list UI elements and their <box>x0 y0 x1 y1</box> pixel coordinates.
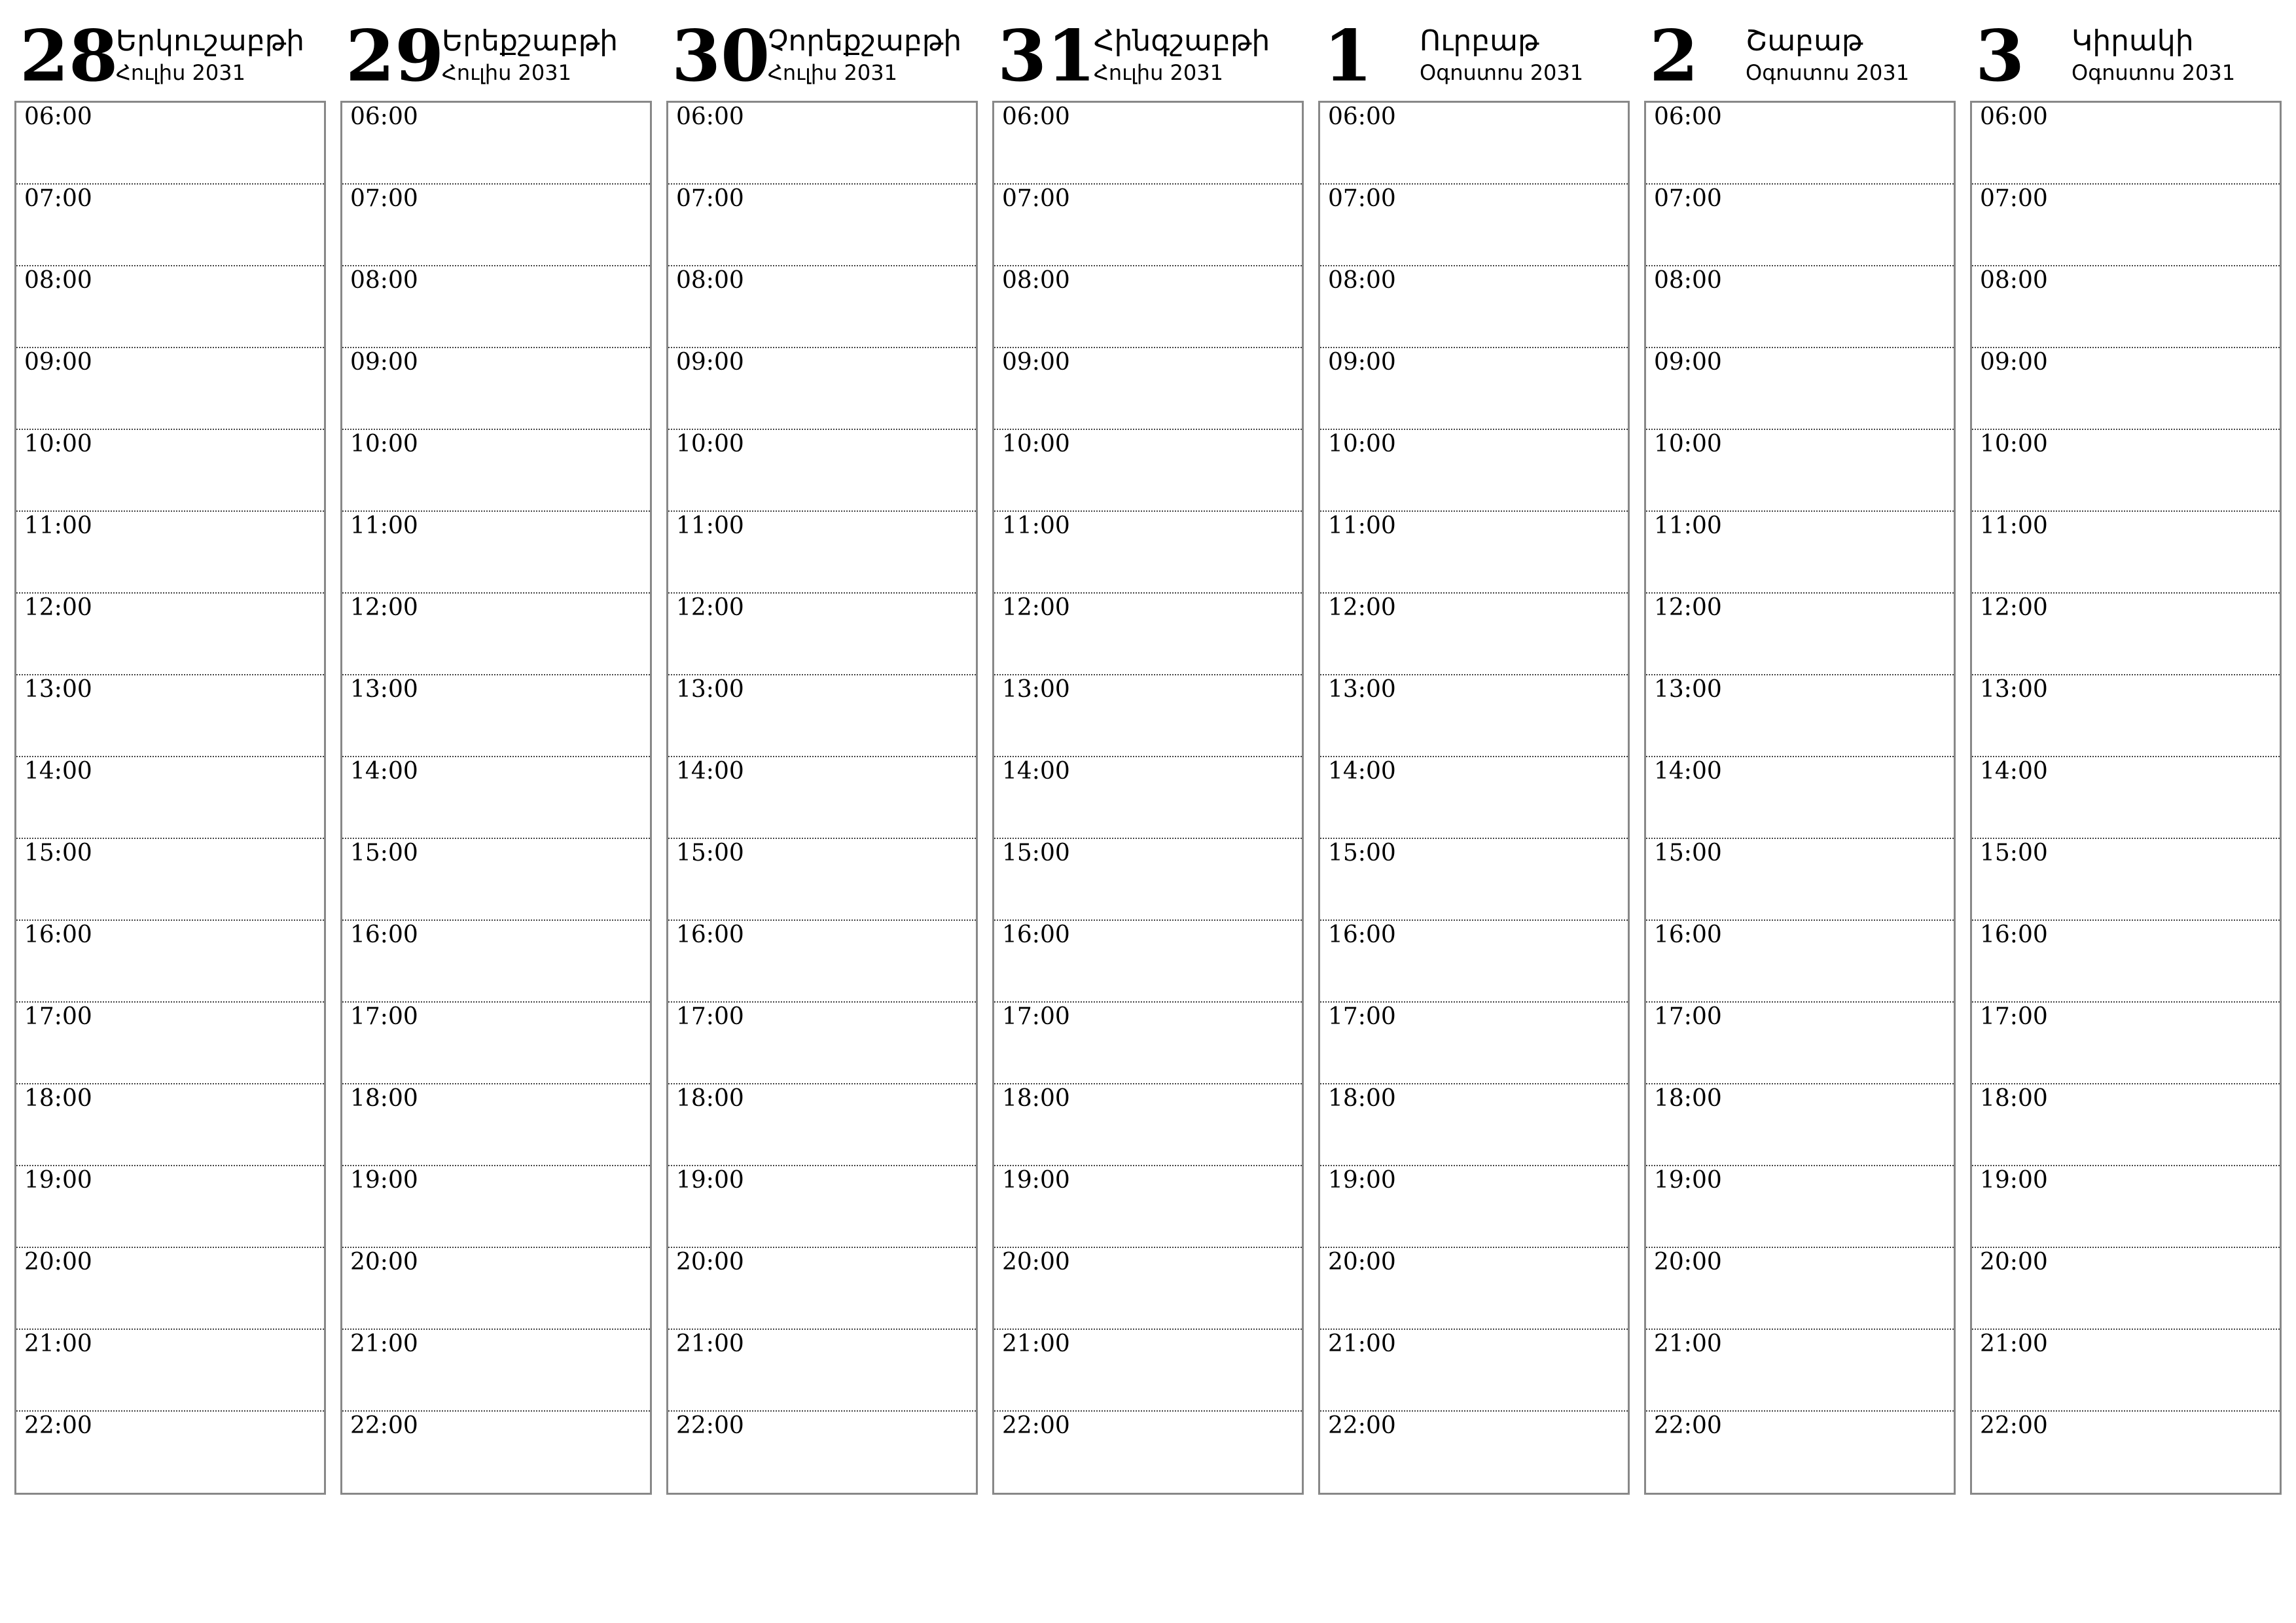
time-slot[interactable] <box>1972 430 2280 512</box>
time-label: 16:00 <box>1002 921 1070 948</box>
day-header <box>1644 0 1956 99</box>
month-year: Հուլիս 2031 <box>116 60 245 85</box>
time-label: 11:00 <box>350 512 418 539</box>
time-slot[interactable] <box>994 839 1302 921</box>
time-label: 06:00 <box>350 103 418 130</box>
time-label: 17:00 <box>1980 1003 2048 1030</box>
time-label: 12:00 <box>676 594 744 621</box>
time-slot[interactable] <box>994 512 1302 594</box>
time-label: 06:00 <box>1654 103 1722 130</box>
time-slot[interactable] <box>1646 1166 1954 1248</box>
time-slot[interactable] <box>342 103 650 185</box>
time-label: 22:00 <box>1654 1412 1722 1439</box>
time-label: 16:00 <box>676 921 744 948</box>
time-label: 15:00 <box>676 840 744 866</box>
time-slot[interactable] <box>1320 185 1628 266</box>
time-slot[interactable] <box>994 1084 1302 1166</box>
time-slot[interactable] <box>1646 921 1954 1003</box>
time-slot[interactable] <box>1320 430 1628 512</box>
time-label: 15:00 <box>1002 840 1070 866</box>
time-label: 09:00 <box>1654 349 1722 376</box>
time-slot[interactable] <box>1320 1330 1628 1412</box>
time-label: 08:00 <box>24 267 92 294</box>
day-column <box>992 0 1304 1439</box>
time-label: 13:00 <box>1654 676 1722 703</box>
day-header <box>1318 0 1630 99</box>
time-label: 06:00 <box>24 103 92 130</box>
time-slot[interactable] <box>668 430 976 512</box>
time-slot[interactable] <box>1320 266 1628 348</box>
time-label: 19:00 <box>24 1167 92 1194</box>
time-slot[interactable] <box>994 185 1302 266</box>
time-label: 13:00 <box>1328 676 1396 703</box>
day-number: 1 <box>1323 15 1373 98</box>
time-label: 10:00 <box>1328 431 1396 457</box>
day-schedule-box <box>1644 101 1956 1495</box>
time-label: 20:00 <box>676 1249 744 1275</box>
day-header <box>992 0 1304 99</box>
weekday-name: Չորեքշաբթի <box>768 24 962 58</box>
time-slot[interactable] <box>1646 1330 1954 1412</box>
time-slot[interactable] <box>16 512 324 594</box>
time-label: 07:00 <box>1980 185 2048 212</box>
time-label: 20:00 <box>1002 1249 1070 1275</box>
time-label: 11:00 <box>1002 512 1070 539</box>
time-label: 15:00 <box>1328 840 1396 866</box>
time-label: 07:00 <box>1328 185 1396 212</box>
time-label: 13:00 <box>1980 676 2048 703</box>
time-label: 17:00 <box>676 1003 744 1030</box>
weekday-name: Երկուշաբթի <box>116 24 305 58</box>
time-label: 18:00 <box>1328 1085 1396 1112</box>
time-slot[interactable] <box>994 1166 1302 1248</box>
time-slot[interactable] <box>1320 921 1628 1003</box>
time-slot[interactable] <box>1320 103 1628 185</box>
time-slot[interactable] <box>1320 1412 1628 1493</box>
time-label: 12:00 <box>1980 594 2048 621</box>
time-slot[interactable] <box>342 348 650 430</box>
time-slot[interactable] <box>1646 103 1954 185</box>
time-label: 18:00 <box>1002 1085 1070 1112</box>
time-slot[interactable] <box>1646 1412 1954 1493</box>
day-column <box>14 0 326 1439</box>
time-slot[interactable] <box>16 1003 324 1084</box>
time-label: 14:00 <box>1002 758 1070 785</box>
time-slot[interactable] <box>994 1003 1302 1084</box>
day-schedule-box <box>992 101 1304 1495</box>
time-slot[interactable] <box>668 348 976 430</box>
time-slot[interactable] <box>16 1412 324 1493</box>
time-label: 13:00 <box>676 676 744 703</box>
time-slot[interactable] <box>1972 1166 2280 1248</box>
time-label: 07:00 <box>1002 185 1070 212</box>
time-label: 19:00 <box>350 1167 418 1194</box>
time-slot[interactable] <box>668 1248 976 1330</box>
time-label: 10:00 <box>1654 431 1722 457</box>
time-label: 18:00 <box>350 1085 418 1112</box>
time-label: 15:00 <box>24 840 92 866</box>
time-label: 16:00 <box>1980 921 2048 948</box>
time-slot[interactable] <box>16 1248 324 1330</box>
day-schedule-box <box>666 101 978 1495</box>
time-label: 12:00 <box>1328 594 1396 621</box>
day-schedule-box <box>1318 101 1630 1495</box>
time-label: 16:00 <box>1654 921 1722 948</box>
time-label: 12:00 <box>1002 594 1070 621</box>
day-schedule-box <box>14 101 326 1495</box>
time-slot[interactable] <box>16 757 324 839</box>
time-slot[interactable] <box>1972 839 2280 921</box>
time-slot[interactable] <box>16 1330 324 1412</box>
time-label: 11:00 <box>1328 512 1396 539</box>
time-label: 16:00 <box>24 921 92 948</box>
time-label: 07:00 <box>350 185 418 212</box>
time-label: 09:00 <box>1328 349 1396 376</box>
time-slot[interactable] <box>668 1166 976 1248</box>
weekday-name: Կիրակի <box>2072 24 2194 58</box>
time-slot[interactable] <box>1320 1248 1628 1330</box>
time-slot[interactable] <box>16 594 324 675</box>
time-label: 06:00 <box>676 103 744 130</box>
weekday-name: Շաբաթ <box>1746 24 1863 58</box>
time-slot[interactable] <box>1646 266 1954 348</box>
time-slot[interactable] <box>342 1412 650 1493</box>
time-slot[interactable] <box>1320 1084 1628 1166</box>
day-header <box>1970 0 2282 99</box>
time-label: 12:00 <box>1654 594 1722 621</box>
time-slot[interactable] <box>16 185 324 266</box>
time-label: 17:00 <box>350 1003 418 1030</box>
day-column <box>1644 0 1956 1439</box>
month-year: Հուլիս 2031 <box>768 60 897 85</box>
time-label: 13:00 <box>24 676 92 703</box>
time-slot[interactable] <box>994 1330 1302 1412</box>
day-column <box>1970 0 2282 1439</box>
time-slot[interactable] <box>1972 921 2280 1003</box>
time-slot[interactable] <box>342 512 650 594</box>
weekly-planner <box>14 0 2284 1623</box>
time-label: 18:00 <box>24 1085 92 1112</box>
time-slot[interactable] <box>994 921 1302 1003</box>
time-slot[interactable] <box>668 103 976 185</box>
time-slot[interactable] <box>1320 757 1628 839</box>
time-label: 08:00 <box>676 267 744 294</box>
time-slot[interactable] <box>342 185 650 266</box>
time-label: 15:00 <box>1980 840 2048 866</box>
time-slot[interactable] <box>668 1084 976 1166</box>
day-number: 28 <box>20 15 118 98</box>
time-label: 19:00 <box>1002 1167 1070 1194</box>
time-label: 16:00 <box>350 921 418 948</box>
time-label: 21:00 <box>676 1330 744 1357</box>
time-slot[interactable] <box>994 757 1302 839</box>
time-label: 14:00 <box>1980 758 2048 785</box>
time-slot[interactable] <box>1646 512 1954 594</box>
time-label: 22:00 <box>676 1412 744 1439</box>
time-slot[interactable] <box>1972 103 2280 185</box>
time-slot[interactable] <box>1972 757 2280 839</box>
time-label: 08:00 <box>1002 267 1070 294</box>
time-slot[interactable] <box>342 757 650 839</box>
time-slot[interactable] <box>342 1330 650 1412</box>
time-label: 10:00 <box>24 431 92 457</box>
time-slot[interactable] <box>16 348 324 430</box>
time-label: 10:00 <box>350 431 418 457</box>
time-slot[interactable] <box>1972 1330 2280 1412</box>
time-label: 17:00 <box>1002 1003 1070 1030</box>
time-label: 06:00 <box>1002 103 1070 130</box>
month-year: Հուլիս 2031 <box>442 60 571 85</box>
time-slot[interactable] <box>994 1248 1302 1330</box>
time-label: 12:00 <box>350 594 418 621</box>
day-number: 2 <box>1649 15 1699 98</box>
time-slot[interactable] <box>16 1084 324 1166</box>
time-slot[interactable] <box>342 1248 650 1330</box>
time-slot[interactable] <box>994 103 1302 185</box>
time-label: 20:00 <box>1328 1249 1396 1275</box>
time-slot[interactable] <box>16 839 324 921</box>
time-slot[interactable] <box>342 839 650 921</box>
time-label: 10:00 <box>676 431 744 457</box>
time-slot[interactable] <box>16 921 324 1003</box>
time-label: 22:00 <box>350 1412 418 1439</box>
time-slot[interactable] <box>342 1003 650 1084</box>
time-slot[interactable] <box>994 430 1302 512</box>
day-header <box>14 0 326 99</box>
time-label: 11:00 <box>676 512 744 539</box>
time-slot[interactable] <box>994 675 1302 757</box>
time-label: 19:00 <box>676 1167 744 1194</box>
time-slot[interactable] <box>16 675 324 757</box>
time-slot[interactable] <box>1646 839 1954 921</box>
time-slot[interactable] <box>1646 594 1954 675</box>
time-slot[interactable] <box>668 757 976 839</box>
time-label: 13:00 <box>1002 676 1070 703</box>
day-header <box>340 0 652 99</box>
day-column <box>340 0 652 1439</box>
time-slot[interactable] <box>1320 1166 1628 1248</box>
weekday-name: Ուրբաթ <box>1420 24 1539 58</box>
time-slot[interactable] <box>1320 594 1628 675</box>
time-slot[interactable] <box>342 594 650 675</box>
time-label: 16:00 <box>1328 921 1396 948</box>
time-label: 12:00 <box>24 594 92 621</box>
time-slot[interactable] <box>1320 839 1628 921</box>
time-label: 21:00 <box>1002 1330 1070 1357</box>
month-year: Օգոստոս 2031 <box>1420 60 1584 85</box>
time-label: 10:00 <box>1980 431 2048 457</box>
time-slot[interactable] <box>668 1330 976 1412</box>
time-slot[interactable] <box>668 1412 976 1493</box>
time-slot[interactable] <box>1972 675 2280 757</box>
time-label: 21:00 <box>24 1330 92 1357</box>
time-slot[interactable] <box>994 1412 1302 1493</box>
time-slot[interactable] <box>1972 512 2280 594</box>
day-schedule-box <box>340 101 652 1495</box>
time-slot[interactable] <box>1646 185 1954 266</box>
time-label: 09:00 <box>24 349 92 376</box>
time-label: 19:00 <box>1654 1167 1722 1194</box>
time-label: 17:00 <box>1654 1003 1722 1030</box>
time-slot[interactable] <box>668 675 976 757</box>
time-slot[interactable] <box>1972 1003 2280 1084</box>
time-label: 21:00 <box>1980 1330 2048 1357</box>
time-slot[interactable] <box>1972 348 2280 430</box>
time-label: 14:00 <box>676 758 744 785</box>
time-label: 14:00 <box>350 758 418 785</box>
time-label: 13:00 <box>350 676 418 703</box>
time-slot[interactable] <box>1972 185 2280 266</box>
time-label: 09:00 <box>1980 349 2048 376</box>
time-slot[interactable] <box>342 921 650 1003</box>
time-slot[interactable] <box>342 1166 650 1248</box>
day-schedule-box <box>1970 101 2282 1495</box>
time-label: 14:00 <box>1328 758 1396 785</box>
time-slot[interactable] <box>1646 757 1954 839</box>
time-slot[interactable] <box>1972 1084 2280 1166</box>
time-slot[interactable] <box>342 266 650 348</box>
time-slot[interactable] <box>1646 1003 1954 1084</box>
time-slot[interactable] <box>342 430 650 512</box>
time-label: 18:00 <box>676 1085 744 1112</box>
time-slot[interactable] <box>1320 348 1628 430</box>
time-slot[interactable] <box>1646 430 1954 512</box>
day-number: 3 <box>1975 15 2025 98</box>
time-label: 08:00 <box>1980 267 2048 294</box>
time-label: 09:00 <box>350 349 418 376</box>
time-label: 06:00 <box>1980 103 2048 130</box>
day-number: 30 <box>672 15 770 98</box>
time-label: 17:00 <box>1328 1003 1396 1030</box>
time-label: 15:00 <box>1654 840 1722 866</box>
time-slot[interactable] <box>342 675 650 757</box>
time-slot[interactable] <box>1646 1084 1954 1166</box>
time-label: 08:00 <box>350 267 418 294</box>
time-label: 20:00 <box>1980 1249 2048 1275</box>
time-label: 21:00 <box>350 1330 418 1357</box>
time-label: 11:00 <box>1654 512 1722 539</box>
time-label: 06:00 <box>1328 103 1396 130</box>
time-slot[interactable] <box>668 266 976 348</box>
time-label: 07:00 <box>24 185 92 212</box>
time-slot[interactable] <box>342 1084 650 1166</box>
time-label: 07:00 <box>676 185 744 212</box>
time-label: 22:00 <box>1328 1412 1396 1439</box>
month-year: Օգոստոս 2031 <box>1746 60 1910 85</box>
time-label: 15:00 <box>350 840 418 866</box>
time-slot[interactable] <box>1320 675 1628 757</box>
time-slot[interactable] <box>668 512 976 594</box>
time-label: 20:00 <box>350 1249 418 1275</box>
time-slot[interactable] <box>994 594 1302 675</box>
time-label: 21:00 <box>1654 1330 1722 1357</box>
time-label: 20:00 <box>24 1249 92 1275</box>
day-header <box>666 0 978 99</box>
time-label: 07:00 <box>1654 185 1722 212</box>
day-column <box>1318 0 1630 1439</box>
time-label: 08:00 <box>1654 267 1722 294</box>
time-slot[interactable] <box>1972 266 2280 348</box>
time-slot[interactable] <box>1972 1248 2280 1330</box>
time-label: 14:00 <box>24 758 92 785</box>
time-slot[interactable] <box>1320 1003 1628 1084</box>
time-label: 18:00 <box>1980 1085 2048 1112</box>
time-label: 11:00 <box>1980 512 2048 539</box>
day-number: 29 <box>346 15 444 98</box>
month-year: Հուլիս 2031 <box>1094 60 1223 85</box>
time-slot[interactable] <box>994 266 1302 348</box>
time-label: 10:00 <box>1002 431 1070 457</box>
weekday-name: Երեքշաբթի <box>442 24 619 58</box>
time-label: 09:00 <box>1002 349 1070 376</box>
time-label: 08:00 <box>1328 267 1396 294</box>
day-column <box>666 0 978 1439</box>
time-slot[interactable] <box>668 921 976 1003</box>
time-slot[interactable] <box>16 103 324 185</box>
time-label: 22:00 <box>1980 1412 2048 1439</box>
time-slot[interactable] <box>668 185 976 266</box>
weekday-name: Հինգշաբթի <box>1094 24 1270 58</box>
time-slot[interactable] <box>1972 1412 2280 1493</box>
time-slot[interactable] <box>16 266 324 348</box>
time-label: 09:00 <box>676 349 744 376</box>
time-label: 20:00 <box>1654 1249 1722 1275</box>
time-label: 11:00 <box>24 512 92 539</box>
time-label: 19:00 <box>1328 1167 1396 1194</box>
time-slot[interactable] <box>668 1003 976 1084</box>
time-slot[interactable] <box>1646 348 1954 430</box>
month-year: Օգոստոս 2031 <box>2072 60 2236 85</box>
time-slot[interactable] <box>1320 512 1628 594</box>
time-slot[interactable] <box>668 839 976 921</box>
time-slot[interactable] <box>994 348 1302 430</box>
time-slot[interactable] <box>1646 675 1954 757</box>
time-label: 18:00 <box>1654 1085 1722 1112</box>
time-label: 21:00 <box>1328 1330 1396 1357</box>
time-label: 22:00 <box>1002 1412 1070 1439</box>
time-label: 17:00 <box>24 1003 92 1030</box>
time-slot[interactable] <box>16 430 324 512</box>
time-slot[interactable] <box>16 1166 324 1248</box>
time-slot[interactable] <box>1972 594 2280 675</box>
time-label: 19:00 <box>1980 1167 2048 1194</box>
time-slot[interactable] <box>668 594 976 675</box>
time-label: 14:00 <box>1654 758 1722 785</box>
time-slot[interactable] <box>1646 1248 1954 1330</box>
time-label: 22:00 <box>24 1412 92 1439</box>
day-number: 31 <box>997 15 1096 98</box>
